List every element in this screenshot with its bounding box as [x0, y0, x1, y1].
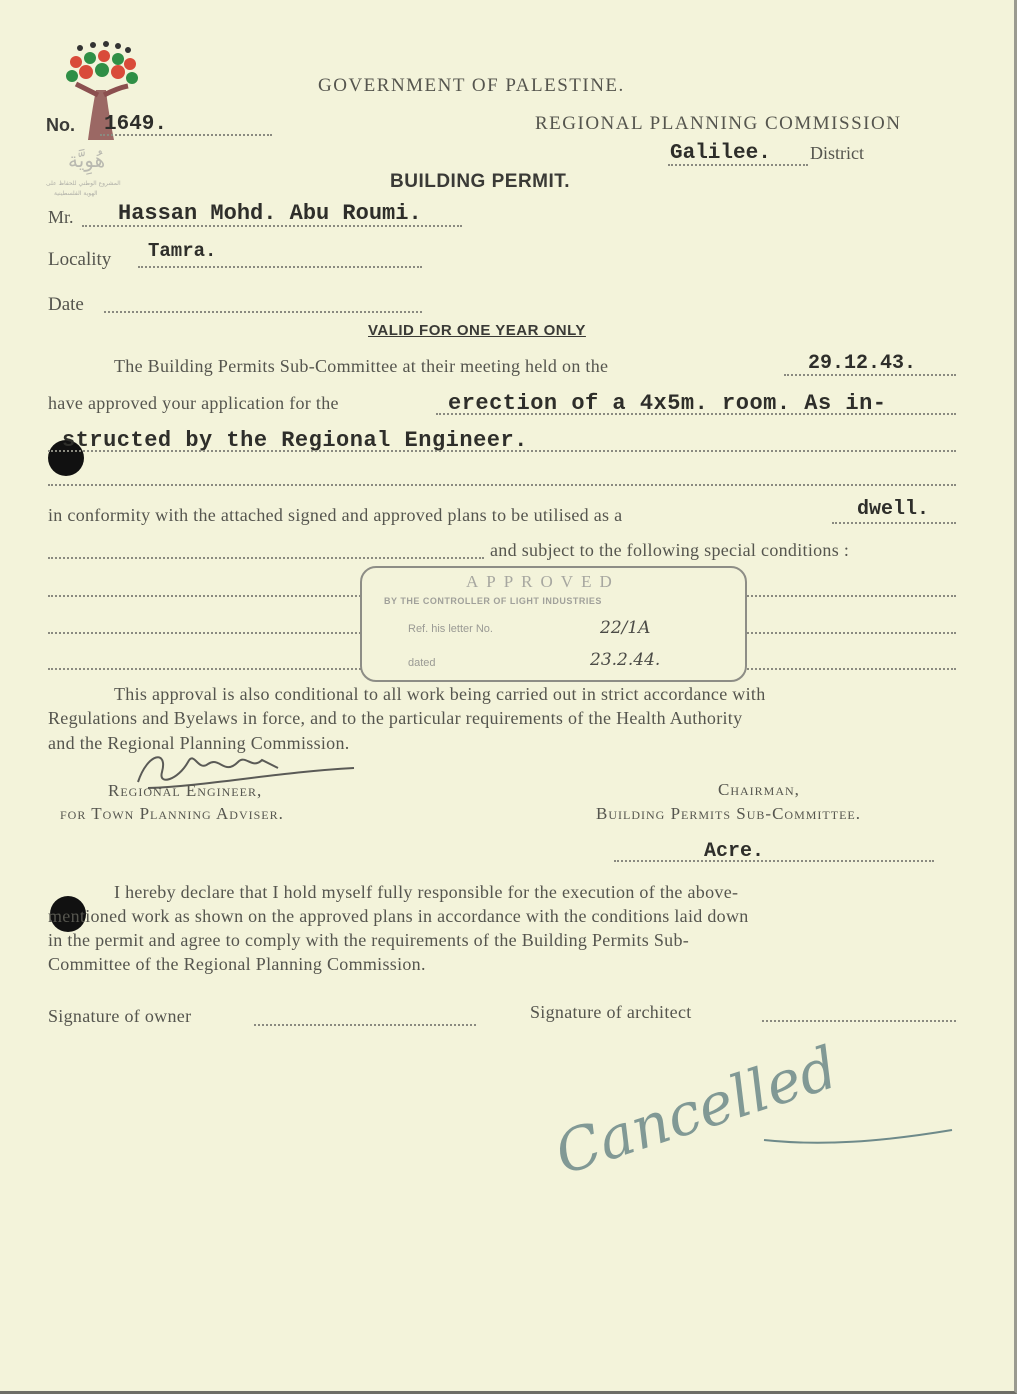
- district-value: Galilee.: [670, 142, 771, 165]
- meeting-text: The Building Permits Sub-Committee at their meeting held on the: [114, 356, 609, 376]
- town-planning-adviser: for Town Planning Adviser.: [60, 804, 284, 823]
- government-heading: GOVERNMENT OF PALESTINE.: [318, 75, 625, 96]
- cancelled-annotation: Cancelled: [546, 1033, 846, 1188]
- signature-architect-label: Signature of architect: [530, 1002, 692, 1022]
- locality-label: Locality: [48, 249, 112, 270]
- stamp-title: APPROVED: [466, 572, 620, 591]
- use-value: dwell.: [857, 498, 930, 521]
- stamp-line-2-value: 22/1A: [600, 618, 651, 638]
- date-label: Date: [48, 294, 84, 315]
- cancelled-underline: [760, 1112, 960, 1152]
- approval-line-1: This approval is also conditional to all work being carried out in strict accordance with: [114, 684, 766, 704]
- declaration-line-4: Committee of the Regional Planning Commission.: [48, 954, 426, 974]
- commission-heading: REGIONAL PLANNING COMMISSION: [535, 113, 902, 134]
- stamp-line-1: BY THE CONTROLLER OF LIGHT INDUSTRIES: [384, 596, 602, 606]
- owner-name: Hassan Mohd. Abu Roumi.: [118, 201, 422, 226]
- meeting-date: 29.12.43.: [808, 352, 917, 375]
- declaration-line-1: I hereby declare that I hold myself fully responsible for the execution of the above-: [114, 882, 739, 902]
- conformity-text: in conformity with the attached signed and approved plans to be utilised as a: [48, 505, 623, 525]
- chairman-title: Chairman,: [718, 780, 800, 799]
- permit-no-value: 1649.: [104, 113, 168, 136]
- stamp-line-2-label: Ref. his letter No.: [408, 623, 493, 635]
- approval-line-2: Regulations and Byelaws in force, and to the particular requirements of the Health Authority: [48, 708, 743, 728]
- declaration-line-2: mentioned work as shown on the approved plans in accordance with the conditions laid down: [48, 906, 749, 926]
- validity-notice: VALID FOR ONE YEAR ONLY: [368, 322, 586, 339]
- logo-arabic-word: هُوِيَّة: [68, 148, 106, 172]
- stamp-line-3-label: dated: [408, 657, 436, 669]
- regional-engineer-title: Regional Engineer,: [108, 781, 263, 800]
- approved-for-line-2: structed by the Regional Engineer.: [62, 428, 528, 453]
- permit-no-label: No.: [46, 115, 75, 135]
- signature-owner-label: Signature of owner: [48, 1006, 192, 1026]
- logo-arabic-caption-2: الهوية الفلسطينية: [54, 190, 98, 197]
- sub-committee-title: Building Permits Sub-Committee.: [596, 804, 861, 823]
- mr-label: Mr.: [48, 207, 74, 227]
- document-title: BUILDING PERMIT.: [390, 171, 571, 192]
- place-acre: Acre.: [704, 840, 765, 863]
- approved-text: have approved your application for the: [48, 393, 339, 413]
- approval-stamp: [360, 566, 747, 682]
- stamp-line-3-value: 23.2.44.: [590, 650, 661, 670]
- logo-arabic-caption-1: المشروع الوطني للحفاظ على: [46, 180, 121, 187]
- locality-value: Tamra.: [148, 240, 217, 262]
- approval-line-3: and the Regional Planning Commission.: [48, 733, 350, 753]
- approved-for-line-1: erection of a 4x5m. room. As in-: [448, 391, 887, 416]
- declaration-line-3: in the permit and agree to comply with the requirements of the Building Permits Sub-: [48, 930, 690, 950]
- district-label: District: [810, 143, 864, 163]
- conditions-text: and subject to the following special conditions :: [490, 540, 850, 560]
